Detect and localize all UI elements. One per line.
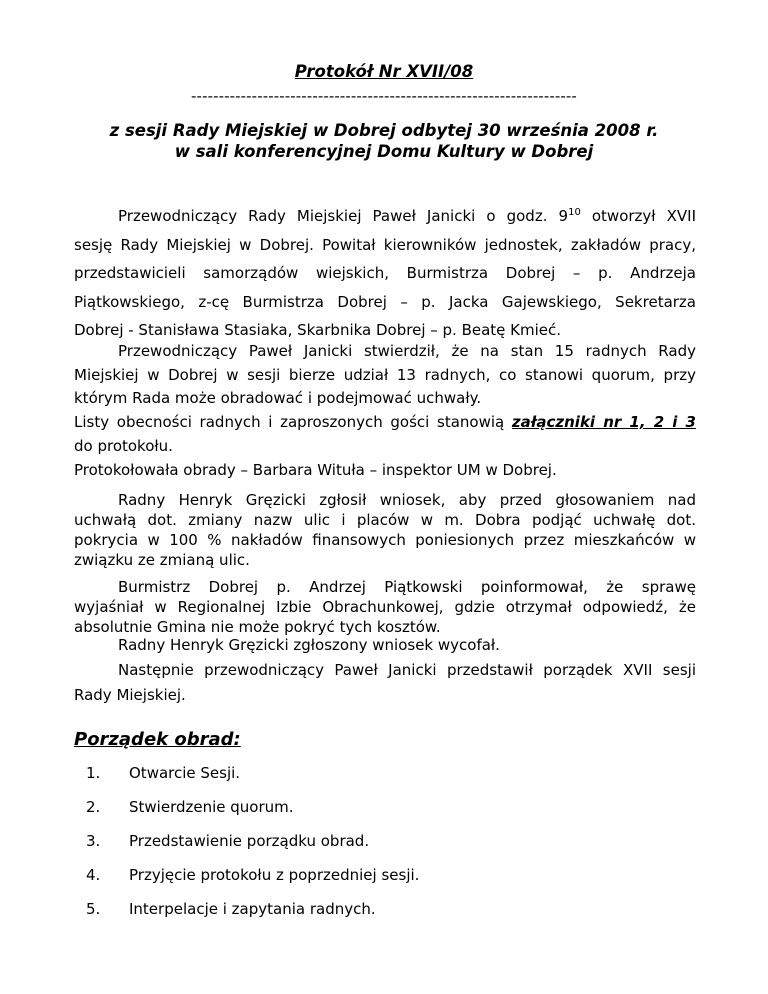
paragraph-line: Następnie przewodniczący Paweł Janicki przedstawił porządek XVII sesji [118, 661, 696, 679]
mayor-response-paragraph [74, 577, 696, 637]
paragraph-line: uchwałą dot. zmiany nazw ulic i placów w m. Dobra podjąć uchwałę dot. [74, 511, 696, 529]
paragraph-line [74, 202, 696, 231]
paragraph-line [74, 411, 696, 435]
paragraph-line: absolutnie Gmina nie może pokryć tych kosztów. [74, 618, 441, 636]
paragraph-line: pokrycia w 100 % nakładów finansowych poniesionych przez mieszkańców w [74, 531, 696, 549]
agenda-item-text: Stwierdzenie quorum. [129, 798, 294, 816]
paragraph-line: wyjaśniał w Regionalnej Izbie Obrachunkowej, gdzie otrzymał odpowiedź, że [74, 598, 696, 616]
paragraph-line: Protokołowała obrady – Barbara Wituła – inspektor UM w Dobrej. [74, 460, 557, 479]
agenda-item-text: Interpelacje i zapytania radnych. [129, 900, 376, 918]
agenda-heading: Porządek obrad: [74, 729, 241, 750]
agenda-item [74, 866, 696, 900]
subtitle-line-1: z sesji Rady Miejskiej w Dobrej odbytej 30 września 2008 r. [109, 121, 659, 140]
agenda-item [74, 798, 696, 832]
agenda-list [74, 764, 696, 934]
agenda-item-text: Przedstawienie porządku obrad. [129, 832, 370, 850]
agenda-item-number: 3. [86, 832, 101, 850]
agenda-item [74, 764, 696, 798]
paragraph-line: którym Rada może obradować i podejmować uchwały. [74, 389, 482, 408]
agenda-item-text: Otwarcie Sesji. [129, 764, 241, 782]
subtitle-line-2: w sali konferencyjnej Domu Kultury w Dobrej [174, 142, 594, 161]
motion-paragraph [74, 490, 696, 570]
paragraph-line: Radny Henryk Gręzicki zgłosił wniosek, aby przed głosowaniem nad [118, 491, 696, 509]
agenda-item [74, 832, 696, 866]
document-subtitle [0, 120, 768, 162]
paragraph-line: Burmistrz Dobrej p. Andrzej Piątkowski poinformował, że sprawę [118, 578, 696, 596]
agenda-item-number: 2. [86, 798, 101, 816]
agenda-item-number: 1. [86, 764, 101, 782]
paragraph-line: Dobrej - Stanisława Stasiaka, Skarbnika Dobrej – p. Beatę Kmieć. [74, 321, 562, 339]
agenda-item [74, 900, 696, 934]
text-fragment: Przewodniczący Rady Miejskiej Paweł Janicki o godz. 9 [118, 207, 569, 225]
agenda-item-text: Przyjęcie protokołu z poprzedniej sesji. [129, 866, 420, 884]
paragraph-line: sesję Rady Miejskiej w Dobrej. Powitał kierowników jednostek, zakładów pracy, [74, 235, 696, 254]
paragraph-line: Miejskiej w Dobrej w sesji bierze udział 13 radnych, co stanowi quorum, przy [74, 365, 696, 384]
paragraph-line: Rady Miejskiej. [74, 686, 186, 704]
quorum-paragraph [74, 340, 696, 482]
document-title: Protokół Nr XVII/08 [294, 62, 474, 81]
separator-line: ---------------------------------------------------------------------- [191, 87, 577, 105]
withdrawal-paragraph [74, 633, 696, 708]
time-superscript: 10 [568, 207, 581, 218]
agenda-item-number: 5. [86, 900, 101, 918]
paragraph-line: przedstawicieli samorządów wiejskich, Burmistrza Dobrej – p. Andrzeja [74, 264, 696, 282]
agenda-item-number: 4. [86, 866, 101, 884]
paragraph-line: do protokołu. [74, 436, 173, 455]
paragraph-line: związku ze zmianą ulic. [74, 551, 250, 569]
paragraph-line: Radny Henryk Gręzicki zgłoszony wniosek wycofał. [118, 636, 500, 654]
opening-paragraph [74, 202, 696, 345]
paragraph-line: Piątkowskiego, z-cę Burmistrza Dobrej – p. Jacka Gajewskiego, Sekretarza [74, 292, 696, 311]
attachments-reference: załączniki nr 1, 2 i 3 [511, 413, 696, 432]
text-fragment: otworzył XVII [580, 207, 696, 225]
paragraph-line: Przewodniczący Paweł Janicki stwierdził, że na stan 15 radnych Rady [118, 342, 696, 360]
text-fragment: Listy obecności radnych i zaproszonych gości stanowią [74, 413, 512, 432]
